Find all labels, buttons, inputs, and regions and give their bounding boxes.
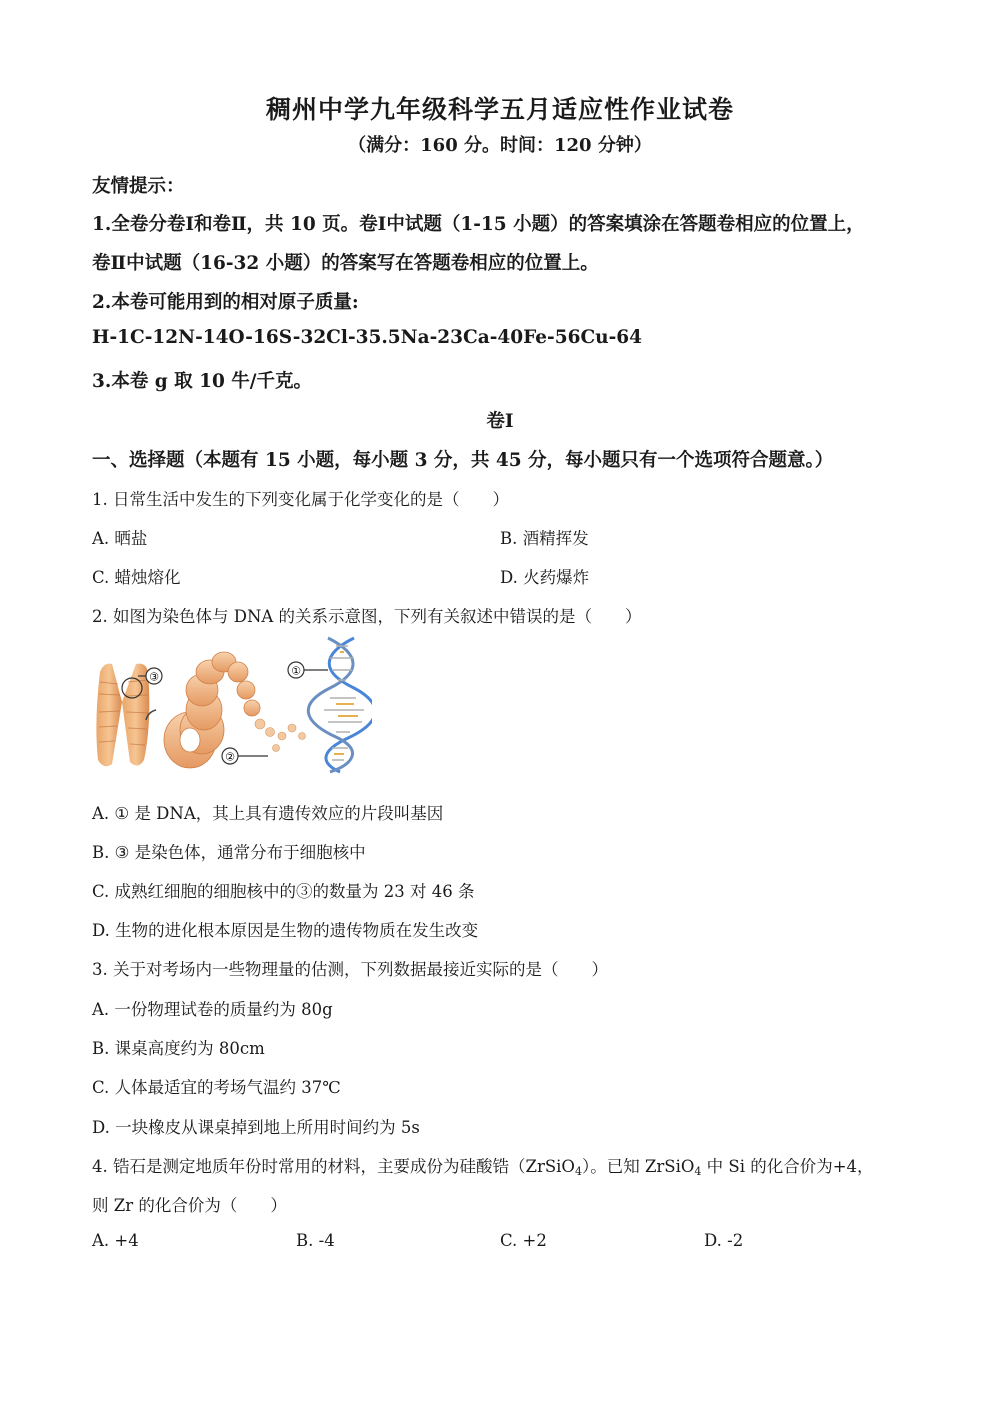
q4-subscript-1: 4 [574, 1165, 582, 1178]
q3-option-d: D. 一块橡皮从课桌掉到地上所用时间约为 5s [92, 1118, 420, 1137]
q3-stem: 3. 关于对考场内一些物理量的估测，下列数据最接近实际的是（ ） [92, 960, 608, 979]
tips-line-1: 1.全卷分卷Ⅰ和卷Ⅱ，共 10 页。卷Ⅰ中试题（1-15 小题）的答案填涂在答题卷相应的位置上， [92, 214, 865, 235]
tips-line-2: 卷Ⅱ中试题（16-32 小题）的答案写在答题卷相应的位置上。 [92, 253, 599, 274]
q1-option-c: C. 蜡烛熔化 [92, 568, 181, 587]
coiled-fiber [164, 652, 260, 768]
tips-heading: 友情提示： [92, 176, 185, 197]
chromosome-shape [96, 664, 149, 767]
q2-option-b: B. ③ 是染色体，通常分布于细胞核中 [92, 843, 366, 862]
q1-stem: 1. 日常生活中发生的下列变化属于化学变化的是（ ） [92, 490, 509, 509]
q2-stem: 2. 如图为染色体与 DNA 的关系示意图，下列有关叙述中错误的是（ ） [92, 607, 642, 626]
q1-option-a: A. 晒盐 [92, 529, 148, 548]
q2-option-c: C. 成熟红细胞的细胞核中的③的数量为 23 对 46 条 [92, 882, 475, 901]
tips-line-5: 3.本卷 g 取 10 牛/千克。 [92, 371, 313, 392]
dna-helix [308, 638, 372, 772]
q1-option-d: D. 火药爆炸 [500, 568, 590, 587]
chromosome-dna-diagram [92, 632, 372, 774]
tips-line-3: 2.本卷可能用到的相对原子质量: [92, 292, 359, 313]
volume-label: 卷Ⅰ [486, 411, 514, 432]
q4-subscript-2: 4 [694, 1165, 702, 1178]
q3-option-a: A. 一份物理试卷的质量约为 80g [92, 1000, 333, 1019]
q4-stem-part-b: ）。已知 ZrSiO [581, 1157, 695, 1176]
q4-option-d: D. -2 [704, 1231, 744, 1250]
page-subtitle: （满分：160 分。时间：120 分钟） [348, 135, 652, 156]
q2-option-d: D. 生物的进化根本原因是生物的遗传物质在发生改变 [92, 921, 479, 940]
q1-option-b: B. 酒精挥发 [500, 529, 589, 548]
q4-stem-part-a: 4. 锆石是测定地质年份时常用的材料，主要成份为硅酸锆（ZrSiO [92, 1157, 575, 1176]
label-3-text: ③ [149, 670, 159, 684]
q2-option-a: A. ① 是 DNA，其上具有遗传效应的片段叫基因 [92, 804, 444, 823]
q4-option-b: B. -4 [296, 1231, 335, 1250]
q4-stem-part-c: 中 Si 的化合价为+4， [701, 1157, 874, 1176]
label-2-text: ② [225, 750, 235, 764]
q4-option-a: A. +4 [92, 1231, 139, 1250]
q4-stem [92, 1153, 874, 1177]
q3-option-b: B. 课桌高度约为 80cm [92, 1039, 265, 1058]
section-heading: 一、选择题（本题有 15 小题，每小题 3 分，共 45 分，每小题只有一个选项符合题意。） [92, 450, 834, 471]
page-title: 稠州中学九年级科学五月适应性作业试卷 [265, 95, 734, 124]
q4-option-c: C. +2 [500, 1231, 547, 1250]
q4-stem-line-2: 则 Zr 的化合价为（ ） [92, 1196, 287, 1215]
atomic-masses: H-1C-12N-14O-16S-32Cl-35.5Na-23Ca-40Fe-56Cu-64 [92, 327, 643, 348]
label-1-text: ① [291, 664, 301, 678]
nucleosome-beads [255, 719, 306, 752]
q3-option-c: C. 人体最适宜的考场气温约 37℃ [92, 1078, 341, 1097]
